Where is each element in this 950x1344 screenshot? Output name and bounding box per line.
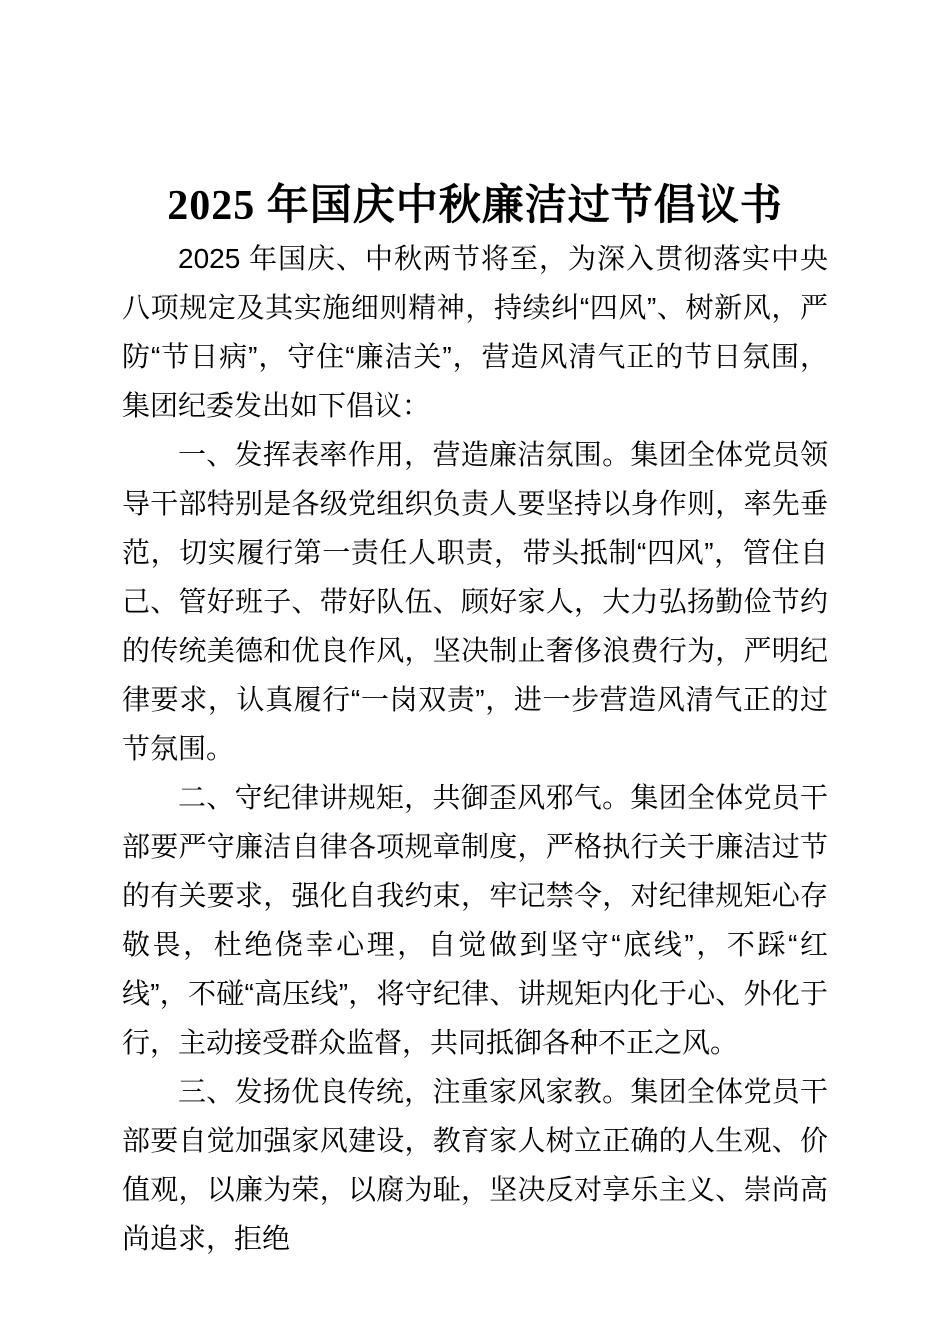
paragraph-section-3: 三、发扬优良传统，注重家风家教。集团全体党员干部要自觉加强家风建设，教育家人树立正确的人生观、价值观，以廉为荣，以腐为耻，坚决反对享乐主义、崇尚高尚追求，拒绝	[122, 1076, 828, 1254]
document-body	[122, 234, 828, 1263]
document-title: 2025 年国庆中秋廉洁过节倡议书	[167, 183, 783, 229]
paragraph-intro: 2025 年国庆、中秋两节将至，为深入贯彻落实中央八项规定及其实施细则精神，持续纠“四风”、树新风，严防“节日病”，守住“廉洁关”，营造风清气正的节日氛围，集团纪委发出如下倡议：	[122, 243, 828, 421]
paragraph-section-2: 二、守纪律讲规矩，共御歪风邪气。集团全体党员干部要严守廉洁自律各项规章制度，严格执行关于廉洁过节的有关要求，强化自我约束，牢记禁令，对纪律规矩心存敬畏，杜绝侥幸心理，自觉做到坚守“底线”，不踩“红线”，不碰“高压线”，将守纪律、讲规矩内化于心、外化于行，主动接受群众监督，共同抵御各种不正之风。	[122, 782, 828, 1058]
paragraph-section-1: 一、发挥表率作用，营造廉洁氛围。集团全体党员领导干部特别是各级党组织负责人要坚持以身作则，率先垂范，切实履行第一责任人职责，带头抵制“四风”，管住自己、管好班子、带好队伍、顾好家人，大力弘扬勤俭节约的传统美德和优良作风，坚决制止奢侈浪费行为，严明纪律要求，认真履行“一岗双责”，进一步营造风清气正的过节氛围。	[122, 439, 828, 764]
